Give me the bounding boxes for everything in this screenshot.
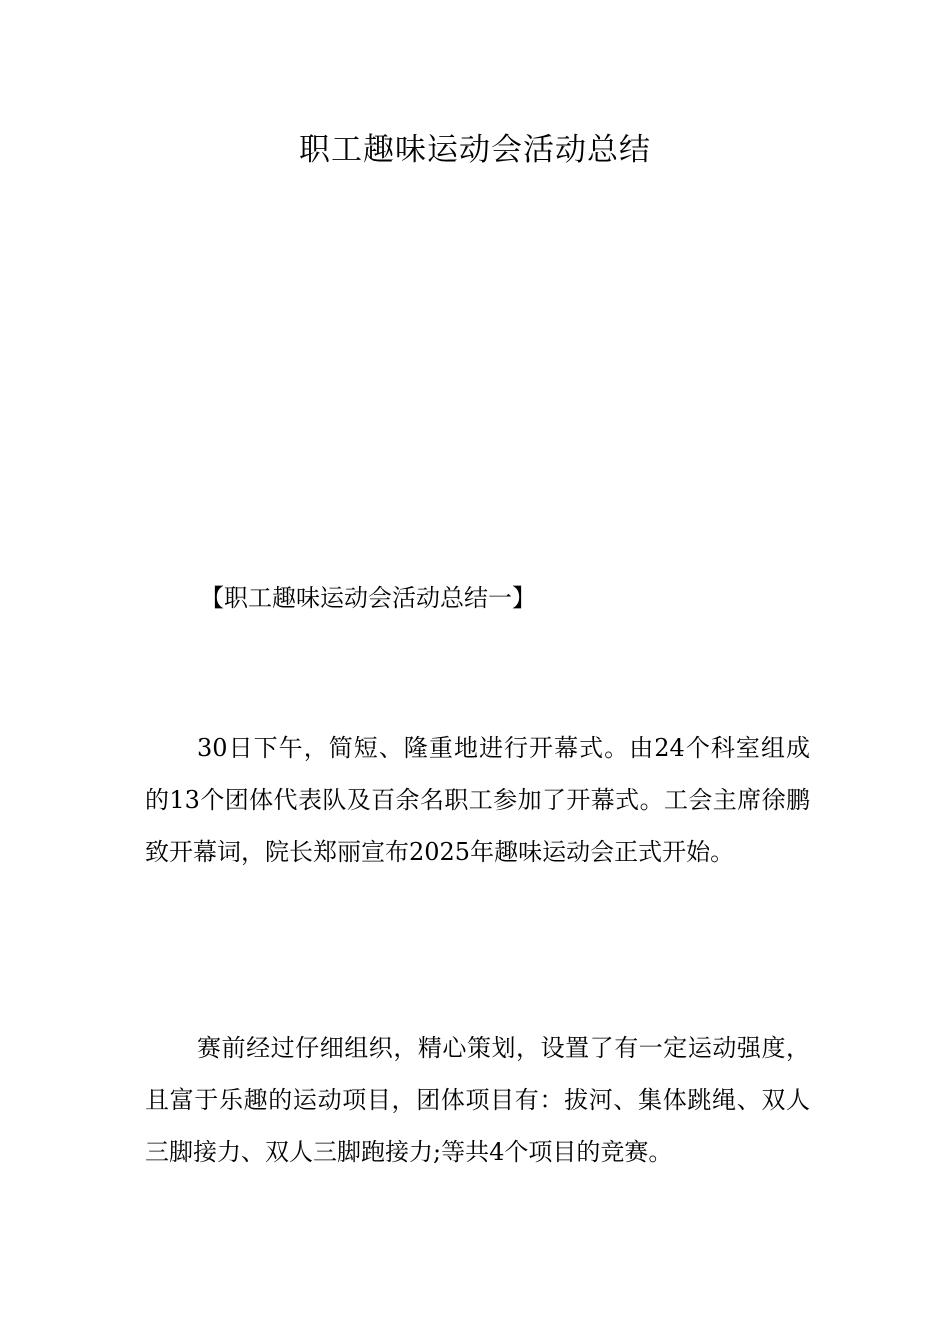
paragraph-opening-ceremony: 30日下午，简短、隆重地进行开幕式。由24个科室组成的13个团体代表队及百余名职工参加了开幕式。工会主席徐鹏致开幕词，院长郑丽宣布2025年趣味运动会正式开始。 [145,734,810,866]
document-title: 职工趣味运动会活动总结 [299,132,651,168]
paragraph-event-planning: 赛前经过仔细组织，精心策划，设置了有一定运动强度，且富于乐趣的运动项目，团体项目有：拔河、集体跳绳、双人三脚接力、双人三脚跑接力;等共4个项目的竞赛。 [145,1034,810,1166]
section-heading: 【职工趣味运动会活动总结一】 [200,584,536,612]
